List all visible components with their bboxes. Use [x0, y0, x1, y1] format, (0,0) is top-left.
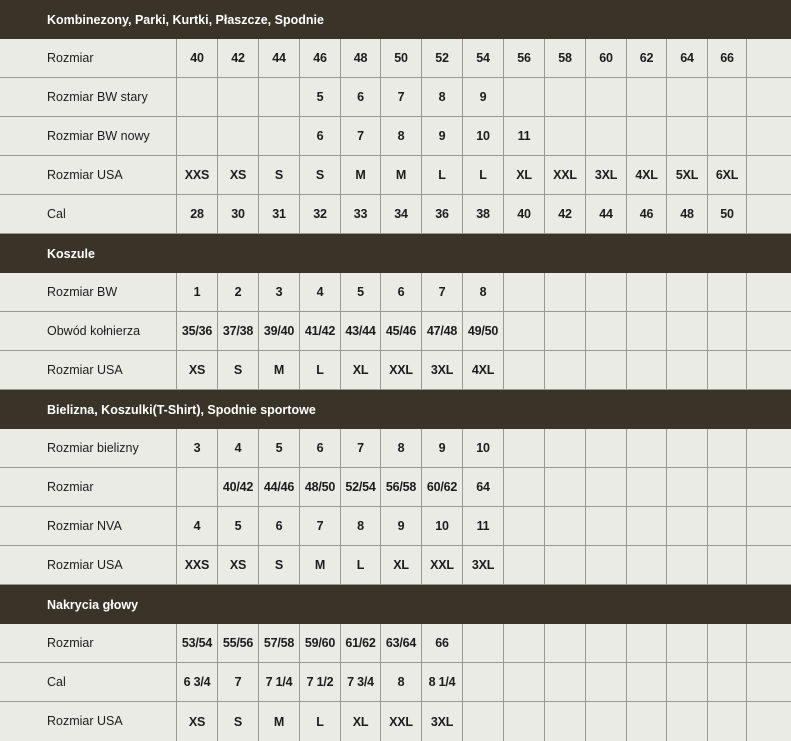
table-cell: XL — [503, 156, 544, 194]
table-cell: L — [299, 351, 340, 389]
table-cell: 9 — [462, 78, 503, 116]
table-cell — [626, 78, 666, 116]
table-cell — [666, 546, 707, 584]
table-cell: S — [258, 546, 299, 584]
table-cell: 36 — [421, 195, 462, 233]
table-cell: XL — [340, 351, 380, 389]
table-cell — [544, 546, 585, 584]
table-cell: XL — [340, 702, 380, 741]
table-cell — [626, 117, 666, 155]
table-cell — [707, 78, 747, 116]
table-cell — [666, 663, 707, 701]
table-cell — [544, 117, 585, 155]
table-cell — [707, 702, 747, 741]
table-cell: 7 — [299, 507, 340, 545]
table-cell — [176, 117, 217, 155]
table-cell: 10 — [462, 429, 503, 467]
table-cell — [626, 429, 666, 467]
table-row — [0, 156, 791, 195]
table-row — [0, 663, 791, 702]
table-cell — [626, 273, 666, 311]
table-cell — [503, 624, 544, 662]
table-cell: 64 — [462, 468, 503, 506]
table-cell: 62 — [626, 39, 666, 77]
table-cell: S — [217, 351, 258, 389]
row-label: Rozmiar USA — [47, 168, 123, 182]
table-cell: 5 — [340, 273, 380, 311]
table-cell: 7 — [217, 663, 258, 701]
table-cell — [585, 78, 626, 116]
table-cell: 7 3/4 — [340, 663, 380, 701]
table-cell — [666, 78, 707, 116]
table-cell: 38 — [462, 195, 503, 233]
table-cell: 4 — [176, 507, 217, 545]
table-cell — [462, 663, 503, 701]
table-cell: 7 — [340, 117, 380, 155]
table-cell — [707, 546, 747, 584]
table-cell: 6 — [380, 273, 421, 311]
table-cell — [585, 429, 626, 467]
table-row — [0, 195, 791, 234]
table-cell: 34 — [380, 195, 421, 233]
table-cell: 3 — [258, 273, 299, 311]
table-cell: 39/40 — [258, 312, 299, 350]
table-row — [0, 624, 791, 663]
section-header — [0, 0, 791, 39]
table-cell: M — [299, 546, 340, 584]
table-cell: 11 — [462, 507, 503, 545]
table-cell: 8 — [380, 663, 421, 701]
section-header — [0, 390, 791, 429]
table-cell — [503, 663, 544, 701]
table-cell: M — [258, 702, 299, 741]
table-cell: 8 — [462, 273, 503, 311]
table-cell: 6 — [299, 429, 340, 467]
table-cell: 3XL — [585, 156, 626, 194]
table-cell: 44 — [258, 39, 299, 77]
table-cell: S — [217, 702, 258, 741]
table-cell: 47/48 — [421, 312, 462, 350]
table-cell — [666, 429, 707, 467]
table-cell: XS — [176, 702, 217, 741]
table-cell: 6XL — [707, 156, 747, 194]
row-label: Rozmiar USA — [47, 363, 123, 377]
section-header — [0, 234, 791, 273]
table-cell: L — [340, 546, 380, 584]
table-cell — [707, 429, 747, 467]
table-row — [0, 429, 791, 468]
table-cell — [544, 702, 585, 741]
table-cell — [585, 702, 626, 741]
table-cell — [626, 702, 666, 741]
table-cell: 48 — [340, 39, 380, 77]
table-cell: XXS — [176, 156, 217, 194]
table-cell: 59/60 — [299, 624, 340, 662]
table-cell — [585, 117, 626, 155]
row-label: Rozmiar BW — [47, 285, 118, 299]
table-cell: 46 — [626, 195, 666, 233]
section-title: Nakrycia głowy — [47, 597, 139, 612]
table-cell: M — [380, 156, 421, 194]
table-cell — [176, 78, 217, 116]
table-cell: 3 — [176, 429, 217, 467]
table-cell — [585, 546, 626, 584]
table-cell: 7 1/4 — [258, 663, 299, 701]
table-row — [0, 468, 791, 507]
table-row — [0, 351, 791, 390]
table-row — [0, 546, 791, 585]
table-cell — [462, 702, 503, 741]
row-label: Rozmiar USA — [47, 558, 123, 572]
table-cell — [707, 468, 747, 506]
table-cell: 45/46 — [380, 312, 421, 350]
table-cell — [707, 273, 747, 311]
table-cell — [462, 624, 503, 662]
table-cell: 9 — [421, 429, 462, 467]
table-cell — [707, 663, 747, 701]
table-cell — [707, 117, 747, 155]
table-cell: 49/50 — [462, 312, 503, 350]
table-cell: 66 — [707, 39, 747, 77]
table-cell: 64 — [666, 39, 707, 77]
table-cell — [503, 507, 544, 545]
table-cell: S — [299, 156, 340, 194]
table-cell — [544, 663, 585, 701]
table-cell: XXL — [421, 546, 462, 584]
table-cell: 56/58 — [380, 468, 421, 506]
table-cell: 8 — [380, 429, 421, 467]
table-cell: 56 — [503, 39, 544, 77]
section-title: Bielizna, Koszulki(T-Shirt), Spodnie sportowe — [47, 402, 316, 417]
table-row — [0, 312, 791, 351]
table-cell — [707, 624, 747, 662]
table-cell: 52 — [421, 39, 462, 77]
table-cell: M — [258, 351, 299, 389]
table-cell: 7 — [380, 78, 421, 116]
section-header — [0, 585, 791, 624]
table-cell: 60 — [585, 39, 626, 77]
table-cell: XS — [176, 351, 217, 389]
table-row — [0, 117, 791, 156]
table-cell: 31 — [258, 195, 299, 233]
table-cell: 66 — [421, 624, 462, 662]
table-cell: 50 — [707, 195, 747, 233]
table-cell — [585, 468, 626, 506]
table-cell — [666, 351, 707, 389]
table-cell — [544, 429, 585, 467]
table-cell — [176, 468, 217, 506]
table-cell: 46 — [299, 39, 340, 77]
table-cell — [503, 468, 544, 506]
table-cell: 40 — [176, 39, 217, 77]
table-cell: 7 1/2 — [299, 663, 340, 701]
table-cell: 3XL — [462, 546, 503, 584]
table-cell — [626, 507, 666, 545]
row-label: Cal — [47, 207, 66, 221]
table-cell — [626, 663, 666, 701]
table-cell: 5XL — [666, 156, 707, 194]
table-cell: 61/62 — [340, 624, 380, 662]
table-cell: 6 — [258, 507, 299, 545]
table-cell — [666, 624, 707, 662]
table-cell: 42 — [217, 39, 258, 77]
section-title: Kombinezony, Parki, Kurtki, Płaszcze, Spodnie — [47, 12, 324, 27]
table-row — [0, 39, 791, 78]
table-cell: 60/62 — [421, 468, 462, 506]
table-cell: 5 — [217, 507, 258, 545]
table-cell — [503, 273, 544, 311]
table-cell — [585, 624, 626, 662]
table-cell — [544, 273, 585, 311]
table-cell: 5 — [258, 429, 299, 467]
table-cell: S — [258, 156, 299, 194]
table-cell: XXS — [176, 546, 217, 584]
table-row — [0, 273, 791, 312]
table-cell: M — [340, 156, 380, 194]
table-cell — [626, 468, 666, 506]
table-cell — [258, 117, 299, 155]
row-label: Rozmiar BW stary — [47, 90, 148, 104]
table-cell: 55/56 — [217, 624, 258, 662]
table-cell: 57/58 — [258, 624, 299, 662]
table-cell — [585, 312, 626, 350]
table-cell: 1 — [176, 273, 217, 311]
table-cell: 4XL — [462, 351, 503, 389]
table-cell: 4 — [217, 429, 258, 467]
table-cell: 28 — [176, 195, 217, 233]
table-cell — [503, 78, 544, 116]
table-cell: 43/44 — [340, 312, 380, 350]
table-cell: 8 — [340, 507, 380, 545]
table-cell: 52/54 — [340, 468, 380, 506]
table-cell: 3XL — [421, 351, 462, 389]
table-cell — [626, 624, 666, 662]
row-label: Rozmiar BW nowy — [47, 129, 150, 143]
table-cell: 54 — [462, 39, 503, 77]
table-cell — [544, 351, 585, 389]
table-cell — [707, 312, 747, 350]
table-cell: 9 — [380, 507, 421, 545]
table-cell: 2 — [217, 273, 258, 311]
row-label: Obwód kołnierza — [47, 324, 141, 338]
table-cell: 33 — [340, 195, 380, 233]
table-cell: 63/64 — [380, 624, 421, 662]
table-cell: 6 — [299, 117, 340, 155]
table-row — [0, 702, 791, 741]
table-cell — [544, 312, 585, 350]
table-cell: 5 — [299, 78, 340, 116]
table-cell: 7 — [421, 273, 462, 311]
table-cell: 4XL — [626, 156, 666, 194]
table-cell: L — [299, 702, 340, 741]
table-cell — [258, 78, 299, 116]
row-label: Cal — [47, 675, 66, 689]
table-cell: 48 — [666, 195, 707, 233]
row-label: Rozmiar — [47, 480, 94, 494]
table-cell — [503, 429, 544, 467]
table-cell: 40/42 — [217, 468, 258, 506]
table-cell — [666, 312, 707, 350]
table-cell: XS — [217, 546, 258, 584]
row-label: Rozmiar — [47, 51, 94, 65]
table-cell — [503, 312, 544, 350]
table-cell: 50 — [380, 39, 421, 77]
table-cell — [503, 702, 544, 741]
table-cell: 53/54 — [176, 624, 217, 662]
table-cell: XXL — [544, 156, 585, 194]
table-cell — [666, 507, 707, 545]
table-cell: 8 1/4 — [421, 663, 462, 701]
table-cell: 42 — [544, 195, 585, 233]
table-cell: XL — [380, 546, 421, 584]
table-cell — [707, 351, 747, 389]
table-cell — [217, 78, 258, 116]
table-cell: 9 — [421, 117, 462, 155]
table-cell: 10 — [462, 117, 503, 155]
table-cell: 3XL — [421, 702, 462, 741]
table-cell: XS — [217, 156, 258, 194]
table-cell: 44/46 — [258, 468, 299, 506]
table-cell: 30 — [217, 195, 258, 233]
table-cell: 41/42 — [299, 312, 340, 350]
table-cell — [503, 351, 544, 389]
table-cell: 4 — [299, 273, 340, 311]
table-cell: XXL — [380, 351, 421, 389]
table-cell — [666, 117, 707, 155]
section-title: Koszule — [47, 246, 95, 261]
table-cell — [666, 273, 707, 311]
table-cell: 37/38 — [217, 312, 258, 350]
table-cell: 58 — [544, 39, 585, 77]
table-cell: L — [462, 156, 503, 194]
row-label: Rozmiar USA — [47, 714, 123, 728]
table-cell — [544, 507, 585, 545]
table-cell — [217, 117, 258, 155]
table-cell — [544, 468, 585, 506]
table-cell: 10 — [421, 507, 462, 545]
table-cell — [626, 312, 666, 350]
table-row — [0, 507, 791, 546]
table-cell: XXL — [380, 702, 421, 741]
table-cell: 35/36 — [176, 312, 217, 350]
table-cell: 6 — [340, 78, 380, 116]
table-cell — [544, 624, 585, 662]
table-cell: 32 — [299, 195, 340, 233]
table-cell: 11 — [503, 117, 544, 155]
row-label: Rozmiar bielizny — [47, 441, 139, 455]
table-cell — [585, 351, 626, 389]
table-cell — [666, 468, 707, 506]
table-cell — [585, 273, 626, 311]
table-cell — [626, 351, 666, 389]
table-cell: 8 — [421, 78, 462, 116]
table-cell: 48/50 — [299, 468, 340, 506]
row-label: Rozmiar — [47, 636, 94, 650]
table-cell — [707, 507, 747, 545]
table-cell: 8 — [380, 117, 421, 155]
table-cell — [544, 78, 585, 116]
table-cell — [626, 546, 666, 584]
table-cell — [666, 702, 707, 741]
table-cell: 44 — [585, 195, 626, 233]
table-cell: L — [421, 156, 462, 194]
table-row — [0, 78, 791, 117]
table-cell: 7 — [340, 429, 380, 467]
table-cell — [585, 663, 626, 701]
row-label: Rozmiar NVA — [47, 519, 122, 533]
table-cell — [503, 546, 544, 584]
table-cell: 40 — [503, 195, 544, 233]
table-cell — [585, 507, 626, 545]
table-cell: 6 3/4 — [176, 663, 217, 701]
